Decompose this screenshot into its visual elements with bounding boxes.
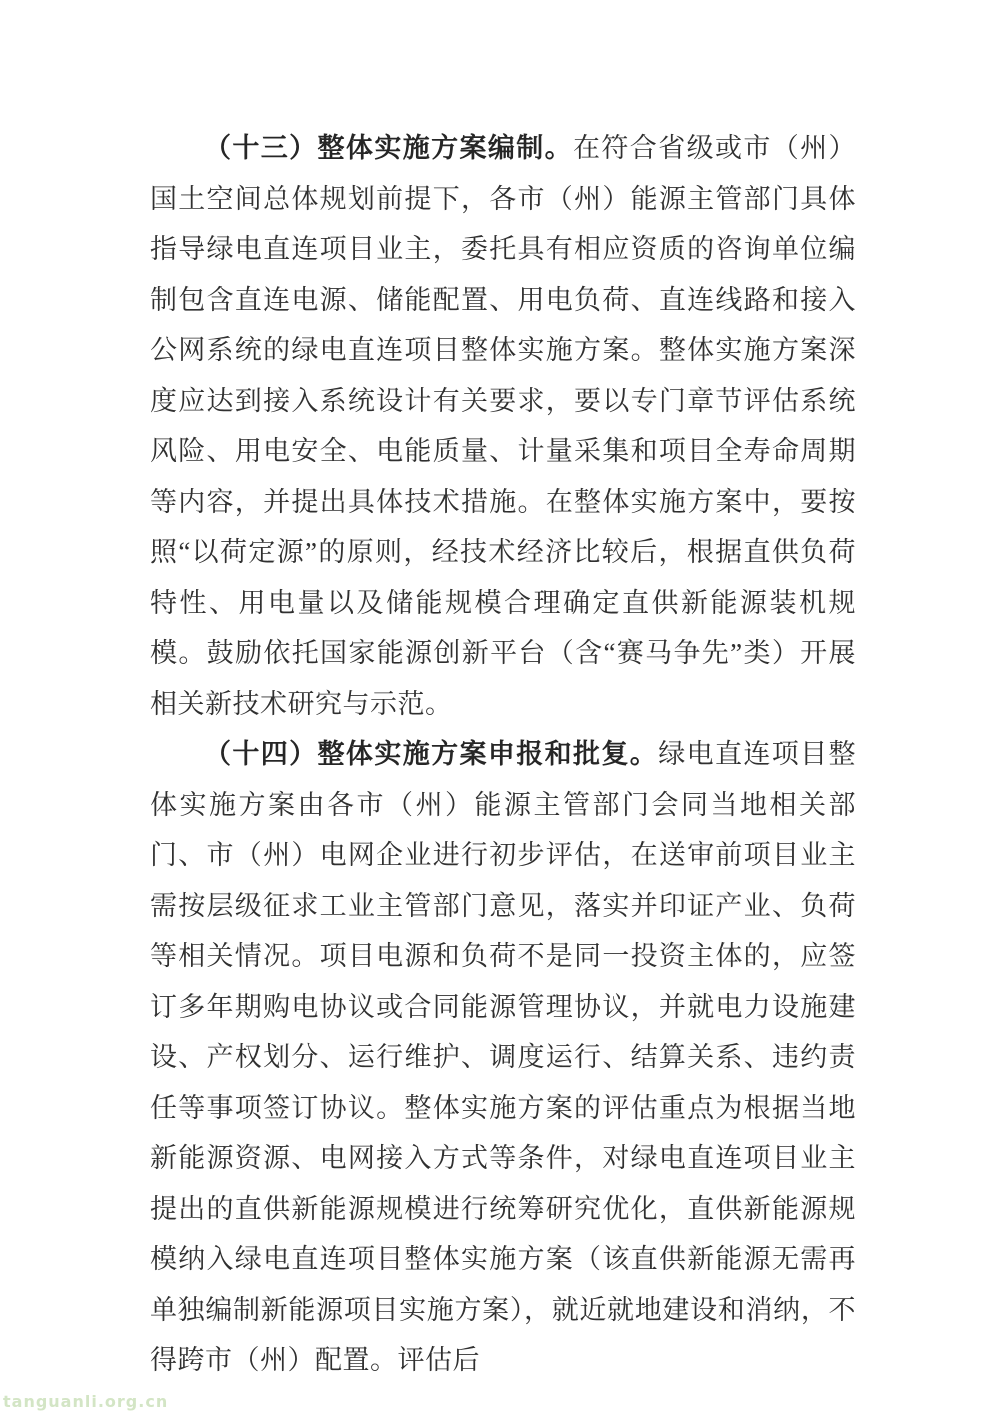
paragraph-section-13-heading: （十三）整体实施方案编制。 bbox=[204, 133, 574, 163]
paragraph-section-14-body: 绿电直连项目整体实施方案由各市（州）能源主管部门会同当地相关部门、市（州）电网企业进行初步评估，在送审前项目业主需按层级征求工业主管部门意见，落实并印证产业、负荷等相关情况。项目电源和负荷不是同一投资主体的，应签订多年期购电协议或合同能源管理协议，并就电力设施建设、产权划分、运行维护、调度运行、结算关系、违约责任等事项签订协议。整体实施方案的评估重点为根据当地新能源资源、电网接入方式等条件，对绿电直连项目业主提出的直供新能源规模进行统筹研究优化，直供新能源规模纳入绿电直连项目整体实施方案（该直供新能源无需再单独编制新能源项目实施方案），就近就地建设和消纳，不得跨市（州）配置。评估后 bbox=[150, 739, 857, 1375]
site-watermark: tanguanli.org.cn bbox=[3, 1392, 169, 1411]
paragraph-section-13 bbox=[150, 123, 856, 729]
paragraph-section-13-body: 在符合省级或市（州）国土空间总体规划前提下，各市（州）能源主管部门具体指导绿电直连项目业主，委托具有相应资质的咨询单位编制包含直连电源、储能配置、用电负荷、直连线路和接入公网系统的绿电直连项目整体实施方案。整体实施方案深度应达到接入系统设计有关要求，要以专门章节评估系统风险、用电安全、电能质量、计量采集和项目全寿命周期等内容，并提出具体技术措施。在整体实施方案中，要按照“以荷定源”的原则，经技术经济比较后，根据直供负荷特性、用电量以及储能规模合理确定直供新能源装机规模。鼓励依托国家能源创新平台（含“赛马争先”类）开展相关新技术研究与示范。 bbox=[150, 133, 857, 719]
document-text-block bbox=[150, 123, 856, 1386]
paragraph-section-14 bbox=[150, 729, 856, 1386]
paragraph-section-14-heading: （十四）整体实施方案申报和批复。 bbox=[204, 739, 659, 769]
